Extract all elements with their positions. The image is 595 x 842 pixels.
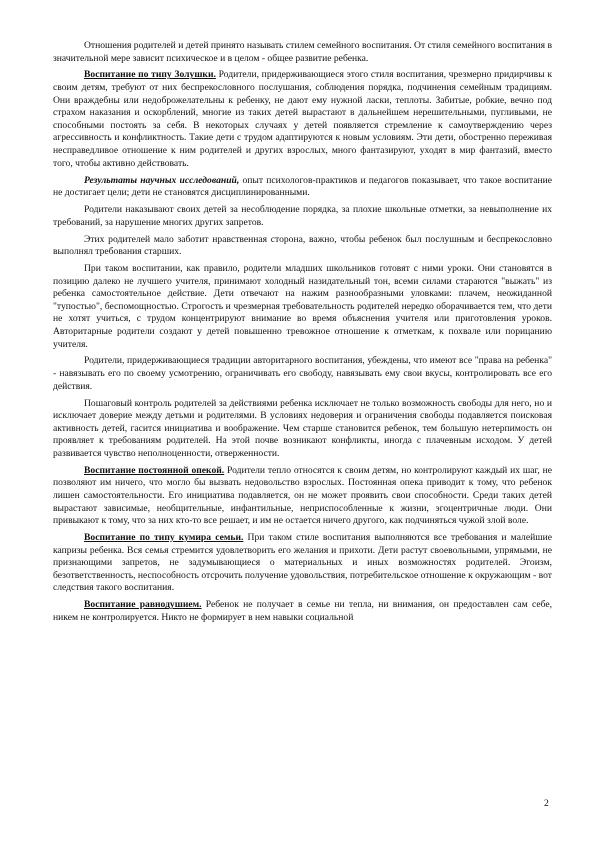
paragraph-cinderella [53, 69, 552, 170]
paragraph-intro [53, 40, 552, 65]
paragraph-punishment [53, 204, 552, 229]
section-heading-overprotection: Воспитание постоянной опекой. [84, 464, 225, 476]
paragraph-text: опыт психологов-практиков и педагогов показывает, что такое воспитание не достигает цели; дети не становятся дисциплинированными. [53, 174, 552, 199]
paragraph-obedience [53, 234, 552, 259]
paragraph-text: При таком воспитании, как правило, родители младших школьников готовят с ними уроки. Они становятся в позицию далеко не лучшего учителя, принимают холодный назидательный тон, всеми силами стараются "выжать" из ребенка самостоятельное действие. Дети отвечают на нажим разнообразными уловками: плачем, неожиданной "тупостью", беспомощностью. Строгость и чрезмерная требовательность родителей нередко оборачивается тем, что дети не хотят учиться, с трудом концентрируют внимание во время объяснения учителя или приготовления уроков. Авторитарные родители создают у детей повышенно тревожное отношение к отметкам, к похвале или порицанию учителя. [53, 262, 552, 350]
paragraph-research [53, 175, 552, 200]
paragraph-indifference [53, 599, 552, 624]
paragraph-text: Пошаговый контроль родителей за действиями ребенка исключает не только возможность свободы для него, но и исключает доверие между детьми и родителями. В условиях недоверия и ограничения свободы подавляется поисковая активность детей, гасится инициатива и воображение. Чем старше становится ребенок, тем большую нетерпимость он проявляет к требованиям родителей. На этой почве возникают конфликты, иногда с плачевным исходом. У детей развивается чувство неполноценности, отверженности. [53, 397, 552, 459]
research-lead: Результаты научных исследований, [84, 174, 240, 186]
paragraph-text: Родители, придерживающиеся этого стиля воспитания, чрезмерно придирчивы к своим детям, требуют от них беспрекословного послушания, соблюдения порядка, подчинения семейным традициям. Они враждебны или недоброжелательны к ребенку, не дают ему нужной ласки, теплоты. Забитые, робкие, вечно под страхом наказания и оскорблений, многие из таких детей вырастают в дальнейшем нерешительными, пугливыми, не способными постоять за себя. В некоторых случаях у детей появляется стремление к самоутверждению через агрессивность и конфликтность. Такие дети с трудом адаптируются к новым условиям. Эти дети, обостренно переживая несправедливое отношение к ним родителей и других взрослых, много фантазируют, уходят в мир фантазий, вместо того, чтобы активно действовать. [53, 69, 552, 169]
section-heading-family-idol: Воспитание по типу кумира семьи. [84, 532, 244, 544]
paragraph-text: Родители наказывают своих детей за несоблюдение порядка, за плохие школьные отметки, за невыполнение их требований, за нарушение многих других запретов. [53, 204, 552, 228]
paragraph-text: Этих родителей мало заботит нравственная сторона, важно, чтобы ребенок был послушным и беспрекословно выполнял требования старших. [53, 233, 552, 258]
paragraph-authoritarian [53, 355, 552, 393]
paragraph-overprotection [53, 465, 552, 528]
paragraph-text: Родители, придерживающиеся традиции авторитарного воспитания, убеждены, что имеют все "права на ребенка" - навязывать его по своему усмотрению, ограничивать его свободу, навязывать ему свои вкусы, контролировать все его действия. [53, 355, 552, 392]
page-number: 2 [544, 798, 549, 809]
paragraph-text: При таком стиле воспитания выполняются все требования и малейшие капризы ребенка. Вся семья стремится удовлетворить его желания и прихоти. Дети растут своевольными, упрямыми, не признающими запретов, не задумывающиеся о материальных и иных возможностях родителей. Эгоизм, безответственность, неспособность отсрочить получение удовольствия, потребительское отношение к окружающим - вот следствия такого воспитания. [53, 532, 552, 594]
paragraph-text: Родители тепло относятся к своим детям, но контролируют каждый их шаг, не позволяют им ничего, что могло бы вызвать недовольство взрослых. Постоянная опека приводит к тому, что ребенок лишен самостоятельности. Его инициатива подавляется, он не может проявить свои способности. Среди таких детей вырастают зависимые, необщительные, инфантильные, неприспособленные к жизни, эгоцентричные люди. Они привыкают к тому, что за них кто-то все решает, и им не остается ничего другого, как подчиняться чужой злой воле. [53, 464, 552, 527]
section-heading-indifference: Воспитание равнодушием. [84, 599, 202, 611]
paragraph-control [53, 398, 552, 461]
section-heading-cinderella: Воспитание по типу Золушки. [84, 69, 216, 81]
paragraph-homework [53, 263, 552, 351]
paragraph-text: Отношения родителей и детей принято называть стилем семейного воспитания. От стиля семейного воспитания в значительной мере зависит психическое и в целом - общее развитие ребенка. [53, 40, 552, 64]
paragraph-family-idol [53, 532, 552, 595]
paragraph-text: Ребенок не получает в семье ни тепла, ни внимания, он предоставлен сам себе, никем не контролируется. Никто не формирует в нем навыки социальной [53, 599, 552, 623]
document-page [53, 40, 552, 629]
